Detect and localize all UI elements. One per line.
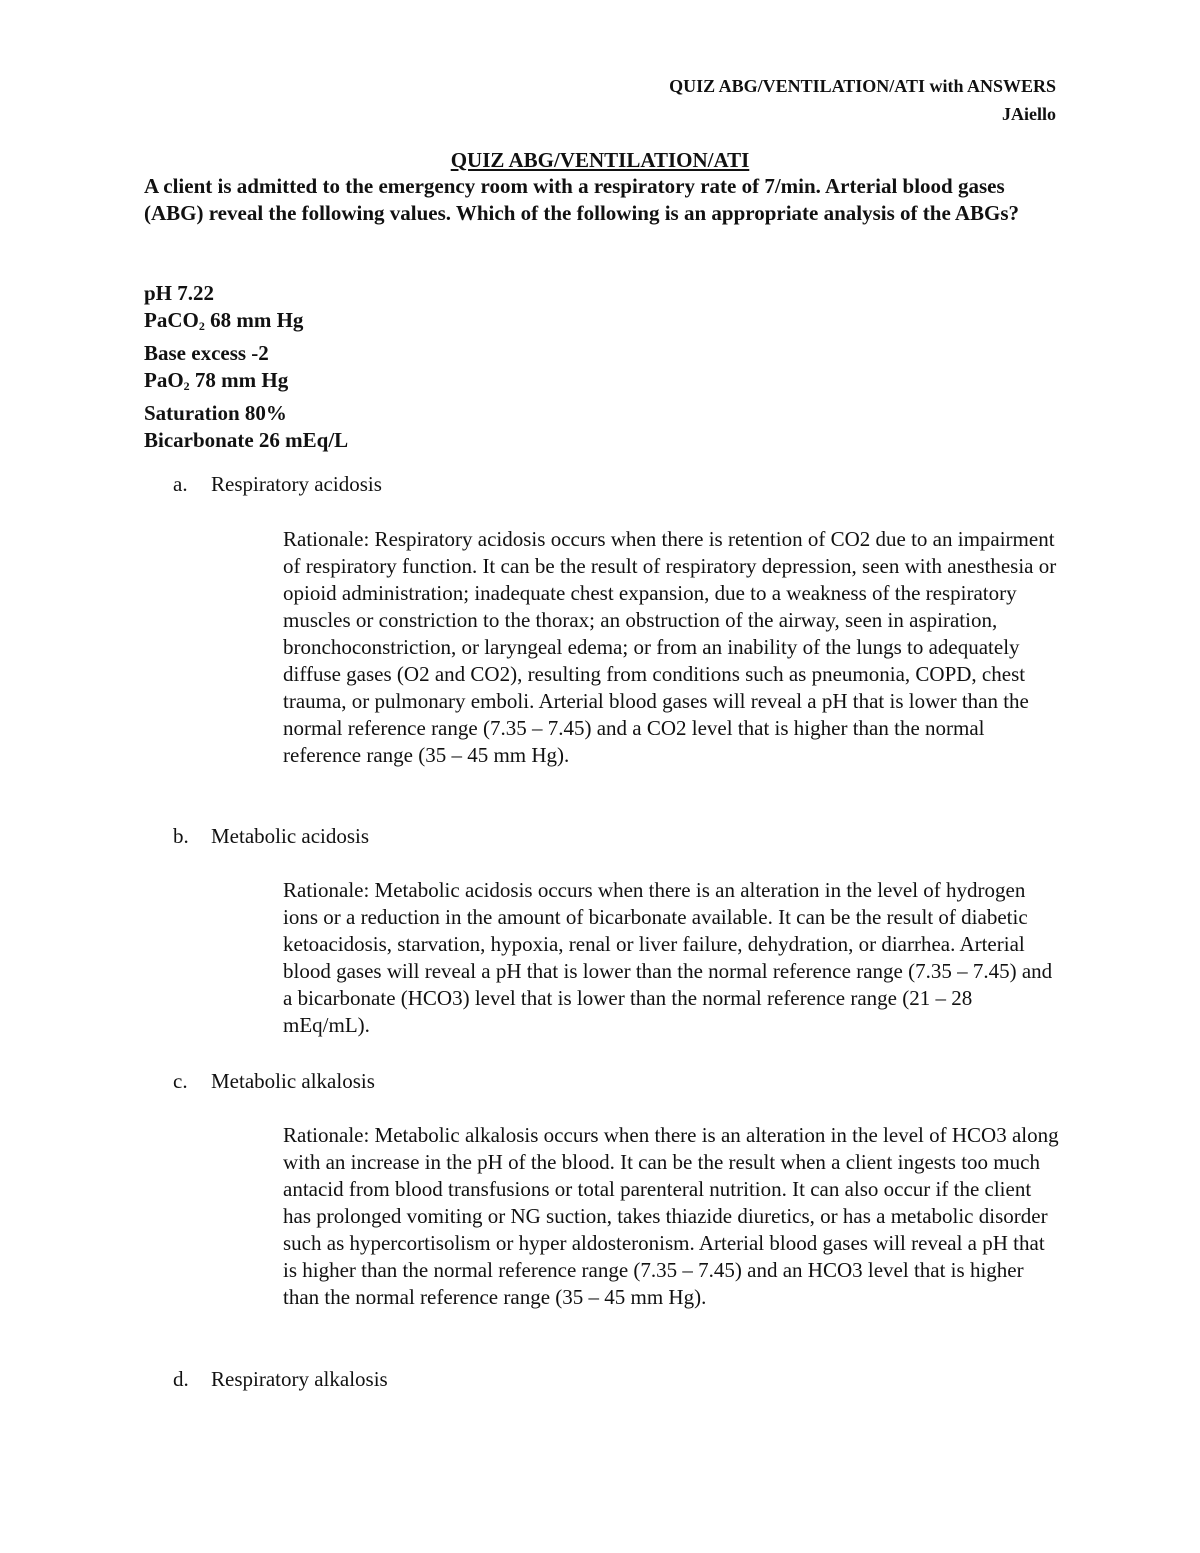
option-a-letter: a. [173, 472, 188, 496]
value-pao2 [144, 367, 348, 400]
option-c-label: Metabolic alkalosis [211, 1069, 375, 1093]
option-a-label: Respiratory acidosis [211, 472, 382, 496]
rationale-c: Rationale: Metabolic alkalosis occurs when there is an alteration in the level of HCO3 along with an increase in the pH of the blood. It can be the result when a client ingests too much antacid from blood transfusions or total parenteral nutrition. It can also occur if the client has prolonged vomiting or NG suction, takes thiazide diuretics, or has a metabolic disorder such as hypercortisolism or hyper aldosteronism. Arterial blood gases will reveal a pH that is higher than the normal reference range (7.35 – 7.45) and an HCO3 level that is higher than the normal reference range (35 – 45 mm Hg). [283, 1123, 1059, 1309]
option-b-label: Metabolic acidosis [211, 824, 370, 848]
rationale-a: Rationale: Respiratory acidosis occurs when there is retention of CO2 due to an impairment of respiratory function. It can be the result of respiratory depression, seen with anesthesia or opioid administration; inadequate chest expansion, due to a weakness of the respiratory muscles or constriction to the thorax; an obstruction of the airway, seen in aspiration, bronchoconstriction, or laryngeal edema; or from an inability of the lungs to adequately diffuse gases (O2 and CO2), resulting from conditions such as pneumonia, COPD, chest trauma, or pulmonary emboli. Arterial blood gases will reveal a pH that is lower than the normal reference range (7.35 – 7.45) and a CO2 level that is higher than the normal reference range (35 – 45 mm Hg). [283, 527, 1057, 767]
option-c [173, 1068, 375, 1095]
option-c-letter: c. [173, 1069, 188, 1093]
pao2-label: PaO [144, 368, 184, 392]
option-b-letter: b. [173, 824, 189, 848]
document-title: QUIZ ABG/VENTILATION/ATI [450, 148, 750, 172]
header-author: JAiello [1002, 104, 1056, 124]
option-d [173, 1366, 388, 1393]
value-base-excess: Base excess -2 [144, 341, 269, 365]
header-title: QUIZ ABG/VENTILATION/ATI with ANSWERS [669, 76, 1056, 96]
paco2-value: 68 mm Hg [204, 308, 304, 332]
value-bicarbonate: Bicarbonate 26 mEq/L [144, 428, 349, 452]
option-b [173, 823, 369, 850]
paco2-subscript: 2 [198, 319, 205, 333]
value-ph: pH 7.22 [144, 281, 215, 305]
value-paco2 [144, 307, 348, 340]
pao2-subscript: 2 [183, 379, 190, 393]
page-header [669, 72, 1056, 128]
value-saturation: Saturation 80% [144, 401, 287, 425]
option-d-letter: d. [173, 1367, 189, 1391]
rationale-b: Rationale: Metabolic acidosis occurs when there is an alteration in the level of hydrogen ions or a reduction in the amount of bicarbonate available. It can be the result of diabetic ketoacidosis, starvation, hypoxia, renal or liver failure, dehydration, or diarrhea. Arterial blood gases will reveal a pH that is lower than the normal reference range (7.35 – 7.45) and a bicarbonate (HCO3) level that is lower than the normal reference range (21 – 28 mEq/mL). [283, 878, 1053, 1037]
question-text: A client is admitted to the emergency room with a respiratory rate of 7/min. Arterial blood gases (ABG) reveal the following values. Which of the following is an appropriate analysis of the ABGs? [144, 174, 1020, 225]
pao2-value: 78 mm Hg [189, 368, 289, 392]
option-a [173, 471, 382, 498]
abg-values [144, 280, 348, 454]
paco2-label: PaCO [144, 308, 199, 332]
option-d-label: Respiratory alkalosis [211, 1367, 388, 1391]
